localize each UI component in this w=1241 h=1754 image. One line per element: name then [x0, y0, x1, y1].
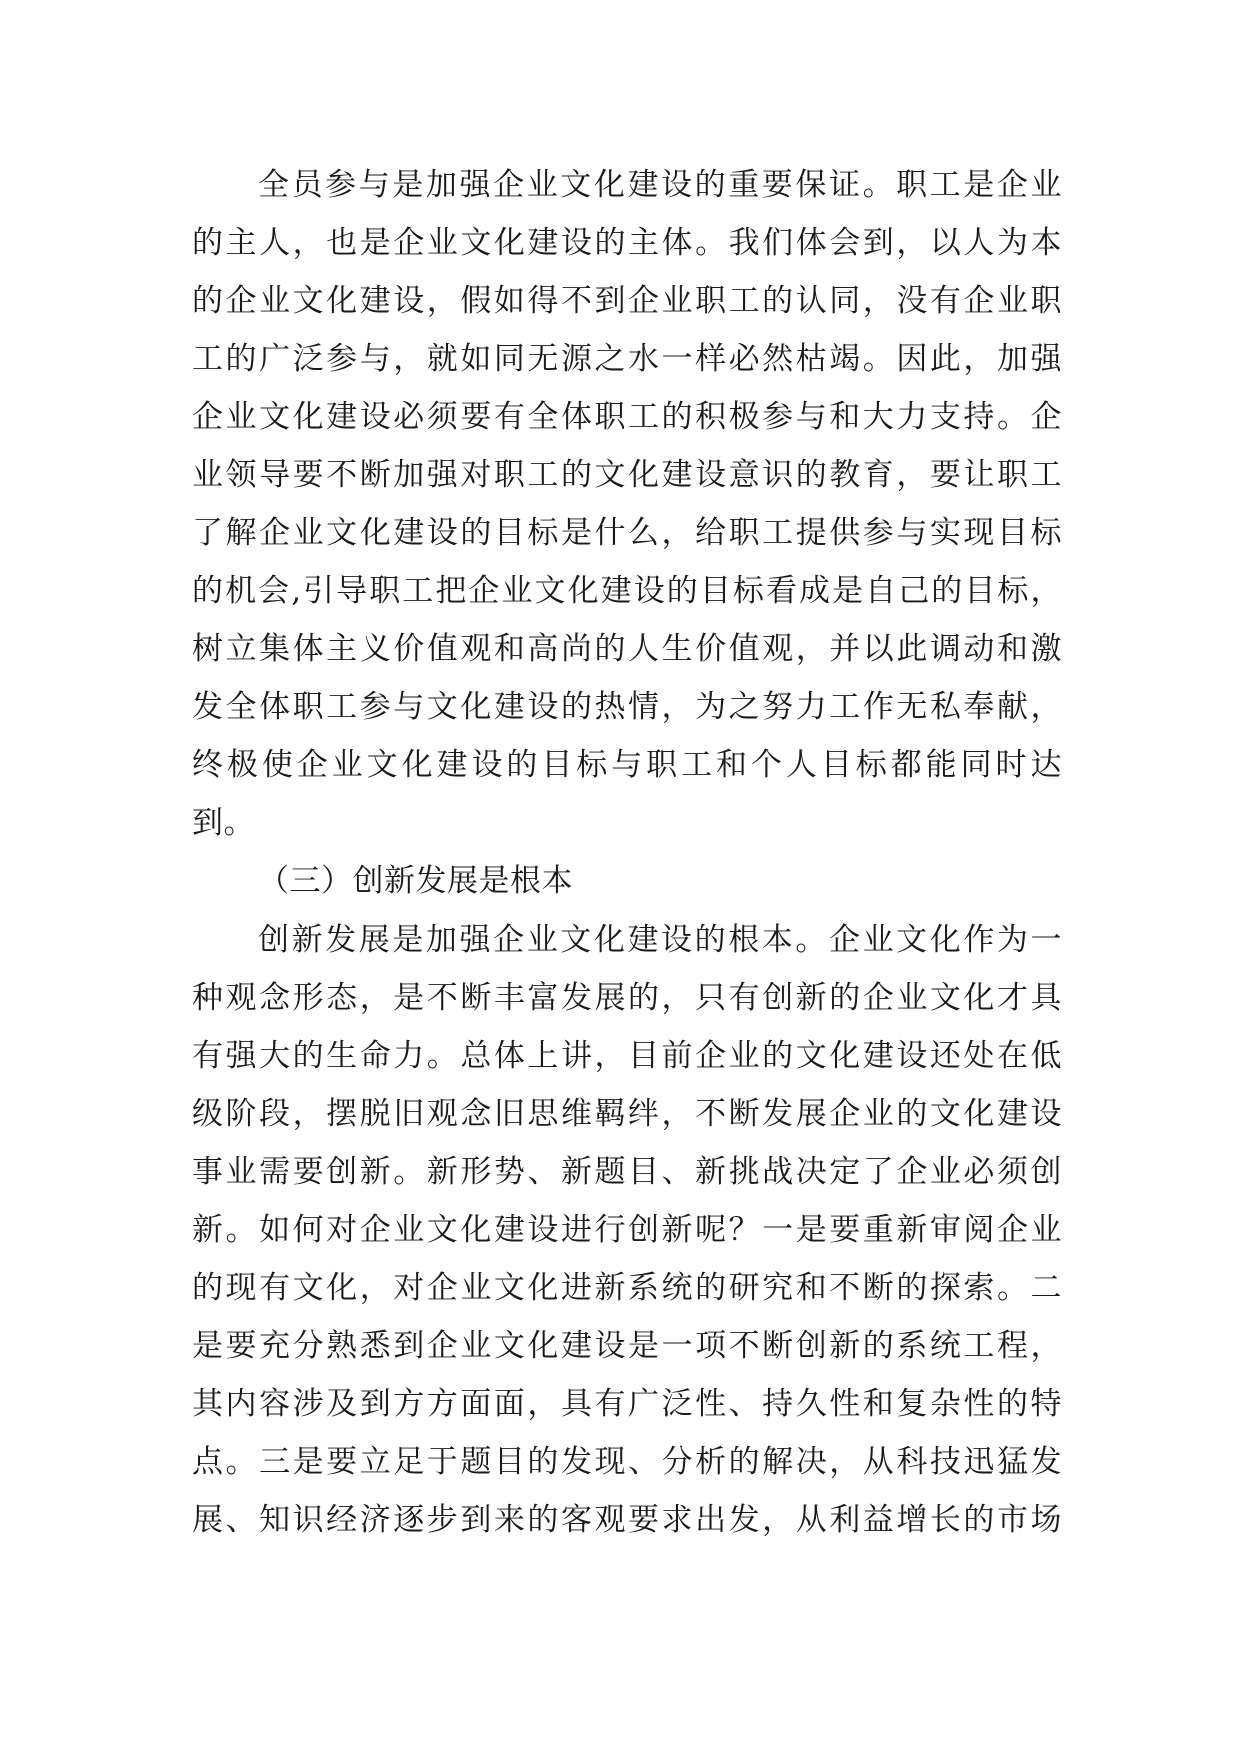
paragraph-1-line-4: 工的广泛参与，就如同无源之水一样必然枯竭。因此，加强 [192, 341, 1062, 377]
paragraph-2-line-8: 是要充分熟悉到企业文化建设是一项不断创新的系统工程， [192, 1328, 1062, 1364]
paragraph-1-line-9: 树立集体主义价值观和高尚的人生价值观，并以此调动和激 [192, 631, 1062, 667]
paragraph-1-line-7: 了解企业文化建设的目标是什么，给职工提供参与实现目标 [192, 515, 1062, 551]
paragraph-1-line-3: 的企业文化建设，假如得不到企业职工的认同，没有企业职 [192, 283, 1062, 319]
paragraph-1-line-10: 发全体职工参与文化建设的热情，为之努力工作无私奉献， [192, 689, 1062, 725]
paragraph-2-line-5: 事业需要创新。新形势、新题目、新挑战决定了企业必须创 [192, 1154, 1062, 1190]
paragraph-2-line-9: 其内容涉及到方方面面，具有广泛性、持久性和复杂性的特 [192, 1386, 1062, 1422]
paragraph-2-line-2: 种观念形态，是不断丰富发展的，只有创新的企业文化才具 [192, 980, 1062, 1016]
paragraph-2-line-4: 级阶段，摆脱旧观念旧思维羁绊，不断发展企业的文化建设 [192, 1096, 1062, 1132]
paragraph-1-line-12: 到。 [192, 805, 255, 841]
paragraph-1-line-2: 的主人，也是企业文化建设的主体。我们体会到，以人为本 [192, 225, 1062, 261]
paragraph-1-line-6: 业领导要不断加强对职工的文化建设意识的教育，要让职工 [192, 457, 1062, 493]
paragraph-1-line-1: 全员参与是加强企业文化建设的重要保证。职工是企业 [258, 167, 1062, 203]
paragraph-1-line-5: 企业文化建设必须要有全体职工的积极参与和大力支持。企 [192, 399, 1062, 435]
paragraph-2-line-11: 展、知识经济逐步到来的客观要求出发，从利益增长的市场 [192, 1502, 1062, 1538]
paragraph-2-line-6: 新。如何对企业文化建设进行创新呢？一是要重新审阅企业 [192, 1212, 1062, 1248]
paragraph-2-line-1: 创新发展是加强企业文化建设的根本。企业文化作为一 [258, 922, 1062, 958]
paragraph-1-line-11: 终极使企业文化建设的目标与职工和个人目标都能同时达 [192, 747, 1062, 783]
paragraph-1-line-8: 的机会,引导职工把企业文化建设的目标看成是自己的目标， [192, 573, 1062, 609]
paragraph-2-line-10: 点。三是要立足于题目的发现、分析的解决，从科技迅猛发 [192, 1444, 1062, 1480]
section-heading: （三）创新发展是根本 [258, 863, 573, 899]
paragraph-2-line-7: 的现有文化，对企业文化进新系统的研究和不断的探索。二 [192, 1270, 1062, 1306]
paragraph-2-line-3: 有强大的生命力。总体上讲，目前企业的文化建设还处在低 [192, 1038, 1062, 1074]
